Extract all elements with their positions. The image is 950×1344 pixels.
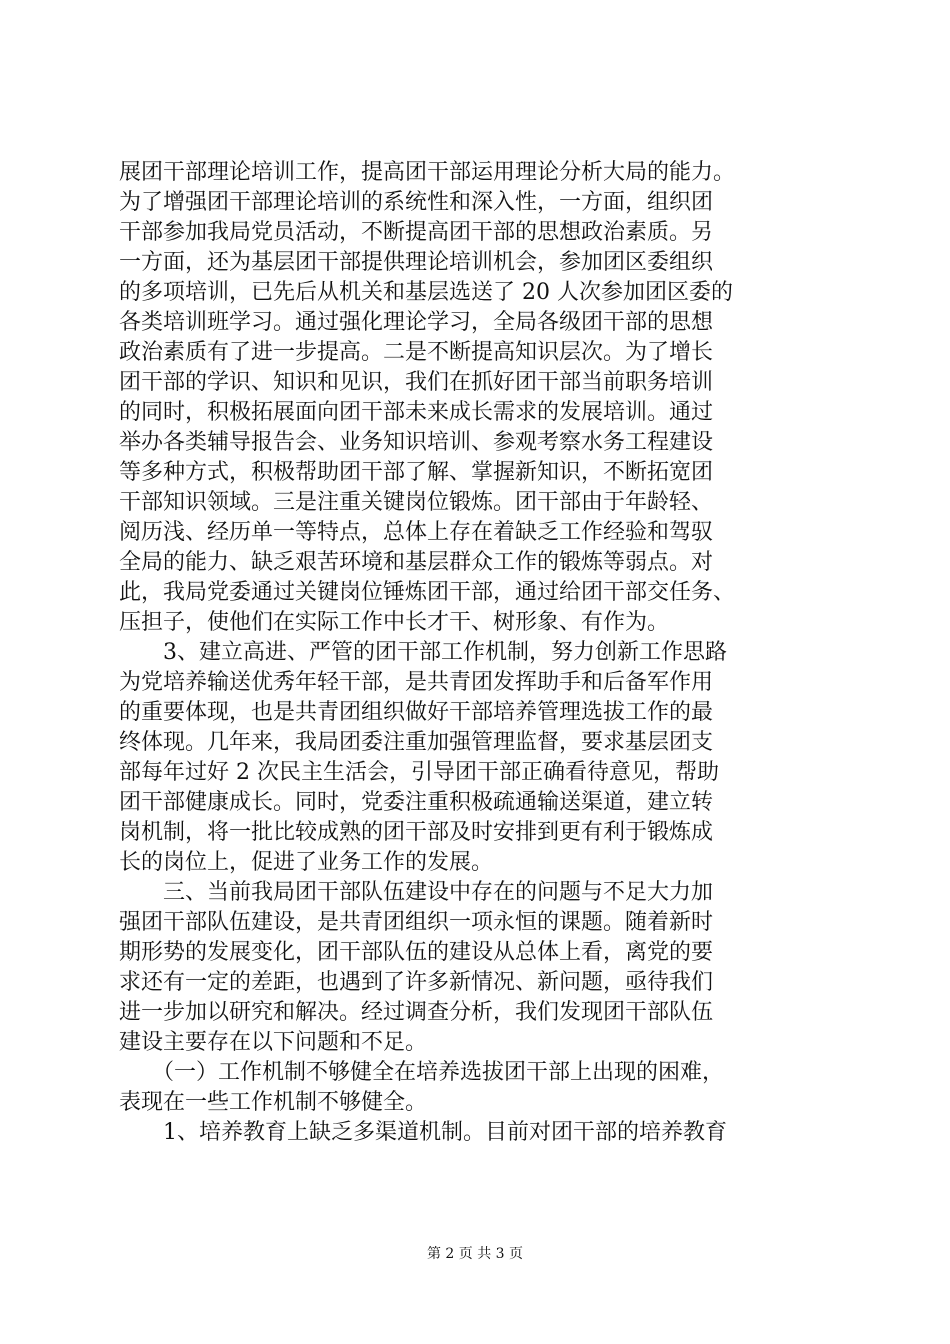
text-line: 全局的能力、缺乏艰苦环境和基层群众工作的锻炼等弱点。对 [119, 550, 714, 575]
text-line: 长的岗位上，促进了业务工作的发展。 [119, 850, 494, 875]
text-line: 1、培养教育上缺乏多渠道机制。目前对团干部的培养教育 [119, 1120, 727, 1145]
text-line: 压担子，使他们在实际工作中长才干、树形象、有作为。 [119, 610, 670, 635]
text-line: 干部参加我局党员活动，不断提高团干部的思想政治素质。另 [119, 220, 714, 245]
text-line: 终体现。几年来，我局团委注重加强管理监督，要求基层团支 [119, 730, 714, 755]
text-line: 的同时，积极拓展面向团干部未来成长需求的发展培训。通过 [119, 400, 714, 425]
text-line: 为党培养输送优秀年轻干部，是共青团发挥助手和后备军作用 [119, 670, 714, 695]
text-line: 的多项培训，已先后从机关和基层选送了 20 人次参加团区委的 [119, 280, 733, 305]
text-line: 的重要体现，也是共青团组织做好干部培养管理选拔工作的最 [119, 700, 714, 725]
document-body [119, 158, 839, 1148]
text-line: 表现在一些工作机制不够健全。 [119, 1090, 428, 1115]
text-line: 强团干部队伍建设，是共青团组织一项永恒的课题。随着新时 [119, 910, 714, 935]
text-line: 部每年过好 2 次民主生活会，引导团干部正确看待意见，帮助 [119, 760, 719, 785]
text-line: （一）工作机制不够健全在培养选拔团干部上出现的困难， [119, 1060, 725, 1085]
text-line: 求还有一定的差距，也遇到了许多新情况、新问题，亟待我们 [119, 970, 714, 995]
text-line: 一方面，还为基层团干部提供理论培训机会，参加团区委组织 [119, 250, 714, 275]
text-line: 各类培训班学习。通过强化理论学习，全局各级团干部的思想 [119, 310, 714, 335]
text-line: 干部知识领域。三是注重关键岗位锻炼。团干部由于年龄轻、 [119, 490, 714, 515]
text-line: 政治素质有了进一步提高。二是不断提高知识层次。为了增长 [119, 340, 714, 365]
text-line: 等多种方式，积极帮助团干部了解、掌握新知识，不断拓宽团 [119, 460, 714, 485]
text-line: 团干部的学识、知识和见识，我们在抓好团干部当前职务培训 [119, 370, 714, 395]
text-line: 建设主要存在以下问题和不足。 [119, 1030, 428, 1055]
text-line: 3、建立高进、严管的团干部工作机制，努力创新工作思路 [119, 640, 727, 665]
text-line: 展团干部理论培训工作，提高团干部运用理论分析大局的能力。 [119, 160, 736, 185]
text-line: 此，我局党委通过关键岗位锤炼团干部，通过给团干部交任务、 [119, 580, 736, 605]
text-line: 为了增强团干部理论培训的系统性和深入性，一方面，组织团 [119, 190, 714, 215]
text-line: 三、当前我局团干部队伍建设中存在的问题与不足大力加 [119, 880, 714, 905]
text-line: 期形势的发展变化，团干部队伍的建设从总体上看，离党的要 [119, 940, 714, 965]
text-line: 岗机制，将一批比较成熟的团干部及时安排到更有利于锻炼成 [119, 820, 714, 845]
text-line: 阅历浅、经历单一等特点，总体上存在着缺乏工作经验和驾驭 [119, 520, 714, 545]
text-line: 进一步加以研究和解决。经过调查分析，我们发现团干部队伍 [119, 1000, 714, 1025]
text-line: 团干部健康成长。同时，党委注重积极疏通输送渠道，建立转 [119, 790, 714, 815]
page-footer: 第 2 页 共 3 页 [426, 1246, 524, 1262]
text-line: 举办各类辅导报告会、业务知识培训、参观考察水务工程建设 [119, 430, 714, 455]
